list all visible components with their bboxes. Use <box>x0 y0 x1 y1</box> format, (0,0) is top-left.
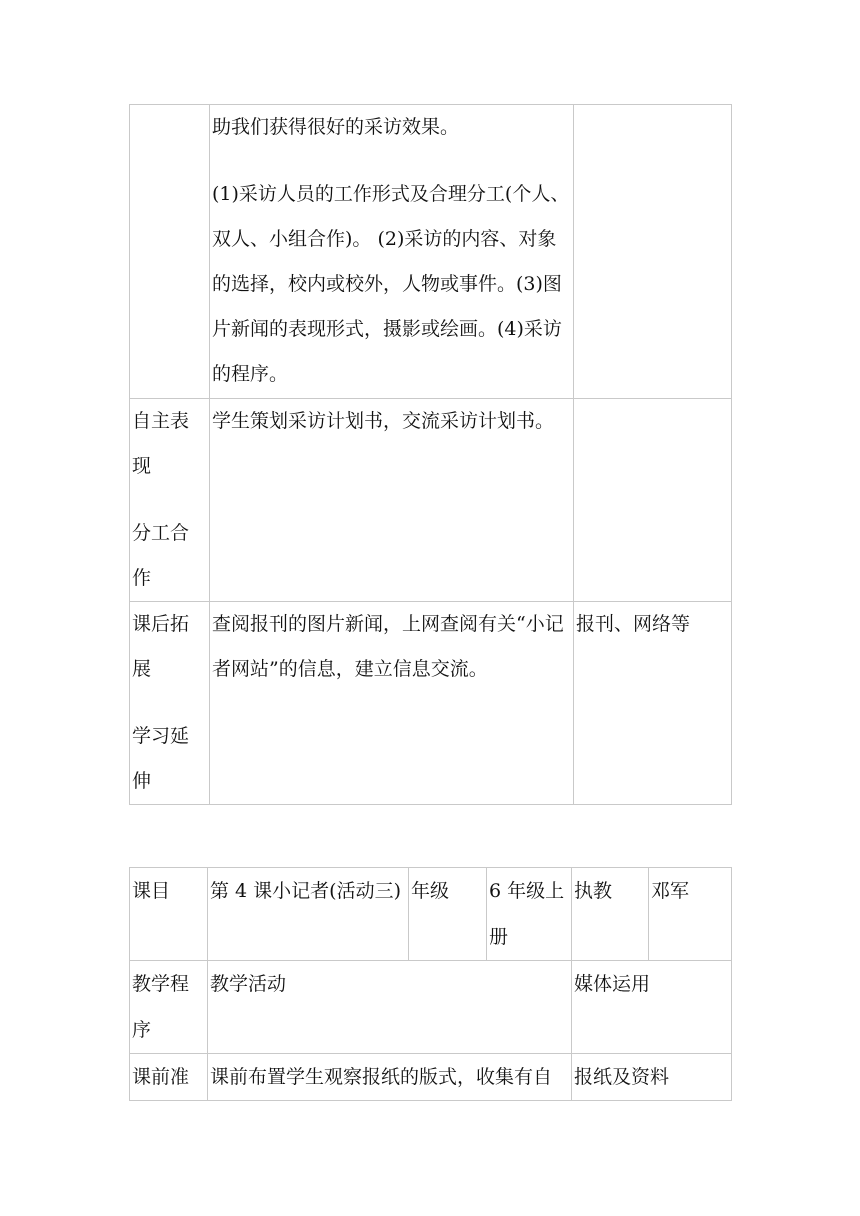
subject-value: 第 4 课小记者(活动三) <box>208 868 409 961</box>
activity-text: 助我们获得很好的采访效果。 <box>212 116 460 138</box>
media-header: 媒体运用 <box>572 961 732 1054</box>
media-cell <box>574 399 732 602</box>
procedure-text: 分工合作 <box>132 522 190 589</box>
procedure-cell <box>130 105 210 399</box>
procedure-cell <box>130 602 210 805</box>
media-cell <box>574 105 732 399</box>
procedure-text: 学习延伸 <box>132 725 190 792</box>
activity-cell <box>210 602 574 805</box>
activity-cell: 课前布置学生观察报纸的版式，收集有自 <box>208 1054 572 1101</box>
activity-cell <box>210 105 574 399</box>
activity-text: (1)采访人员的工作形式及合理分工(个人、双人、小组合作)。 (2)采访的内容、对象的选择，校内或校外，人物或事件。(3)图片新闻的表现形式，摄影或绘画。(4)采访的程序。 <box>212 183 570 385</box>
table-row <box>130 1054 732 1101</box>
activity-text: 查阅报刊的图片新闻，上网查阅有关“小记者网站”的信息，建立信息交流。 <box>212 613 564 680</box>
teacher-label: 执教 <box>572 868 649 961</box>
teacher-value: 邓军 <box>649 868 732 961</box>
grade-label: 年级 <box>409 868 487 961</box>
procedure-cell <box>130 399 210 602</box>
media-cell: 报刊、网络等 <box>574 602 732 805</box>
media-cell: 报纸及资料 <box>572 1054 732 1101</box>
activity-cell <box>210 399 574 602</box>
activity-header: 教学活动 <box>208 961 572 1054</box>
table-row <box>130 602 732 805</box>
activity-text: 学生策划采访计划书，交流采访计划书。 <box>212 410 555 432</box>
table-row <box>130 105 732 399</box>
table-row <box>130 399 732 602</box>
grade-value: 6 年级上册 <box>487 868 572 961</box>
lesson-plan-table-continued <box>129 104 732 805</box>
subject-label: 课目 <box>130 868 208 961</box>
lesson-plan-table <box>129 867 732 1101</box>
table-row <box>130 961 732 1054</box>
procedure-header: 教学程序 <box>130 961 208 1054</box>
procedure-text: 自主表现 <box>132 410 190 477</box>
procedure-cell: 课前准 <box>130 1054 208 1101</box>
table-row <box>130 868 732 961</box>
procedure-text: 课后拓展 <box>132 613 190 680</box>
